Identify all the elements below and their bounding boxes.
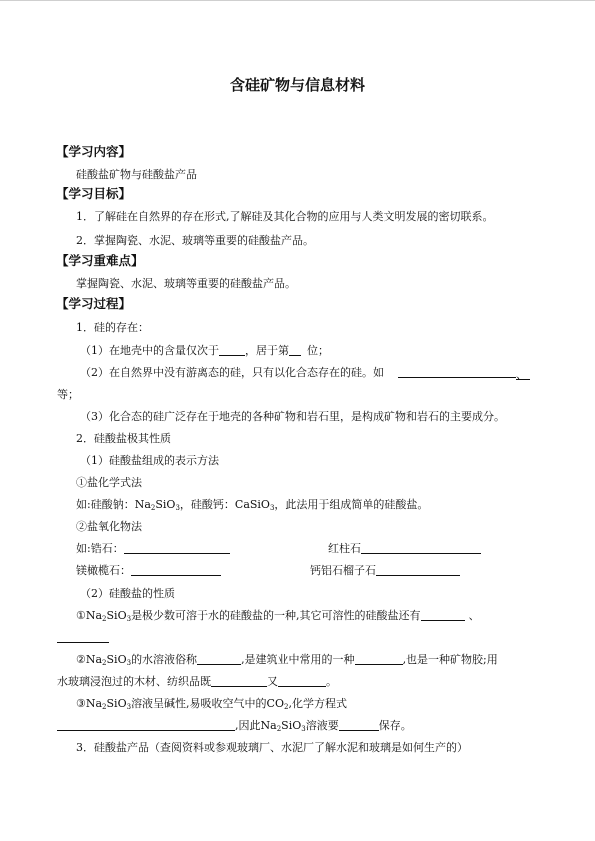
page-title: 含硅矿物与信息材料 bbox=[229, 76, 365, 94]
property-3-cont: ,因此$Na_2SiO_3$溶液要 保存。 bbox=[57, 719, 412, 733]
process-item-2: 2．硅酸盐极其性质 bbox=[76, 432, 171, 445]
blank bbox=[211, 675, 267, 687]
process-item-1: 1．硅的存在： bbox=[76, 321, 149, 334]
blank bbox=[376, 564, 460, 576]
property-2-cont: 水玻璃浸泡过的木材、纺织品既 又 。 bbox=[57, 675, 337, 688]
method-2-line-2: 镁橄榄石： bbox=[76, 564, 221, 578]
property-2: $②Na_2SiO_3$的水溶液俗称 ,是建筑业中常用的一种 ,也是一种矿物胶;用 bbox=[76, 653, 498, 667]
process-item-1-2: （2）在自然界中没有游离态的硅，只有以化合态存在的硅。如 、 bbox=[80, 366, 530, 380]
property-3: $③Na_2SiO_3$溶液呈碱性,易吸收空气中的$CO_2$,化学方程式 bbox=[76, 697, 347, 711]
process-item-2-2: （2）硅酸盐的性质 bbox=[80, 587, 175, 600]
process-item-3: 3．硅酸盐产品（查阅资料或参观玻璃厂、水泥厂了解水泥和玻璃是如何生产的） bbox=[76, 741, 468, 754]
blank bbox=[131, 564, 221, 576]
blank bbox=[421, 609, 465, 621]
blank bbox=[289, 344, 301, 356]
property-1-cont bbox=[57, 631, 109, 645]
process-item-1-3: （3）化合态的硅广泛存在于地壳的各种矿物和岩石里，是构成矿物和岩石的主要成分。 bbox=[80, 410, 505, 423]
blank bbox=[398, 366, 516, 378]
method-2-line-1b: 红柱石 bbox=[328, 542, 481, 556]
blank bbox=[57, 719, 235, 731]
goal-1: 1．了解硅在自然界的存在形式,了解硅及其化合物的应用与人类文明发展的密切联系。 bbox=[76, 210, 494, 223]
method-2: ②盐氧化物法 bbox=[76, 520, 142, 533]
blank bbox=[355, 653, 403, 665]
method-2-line-2b: 钙铝石榴子石 bbox=[310, 564, 460, 578]
blank bbox=[124, 542, 230, 554]
blank bbox=[361, 542, 481, 554]
heading-key-points: 【学习重难点】 bbox=[56, 253, 144, 268]
key-points-text: 掌握陶瓷、水泥、玻璃等重要的硅酸盐产品。 bbox=[76, 277, 296, 290]
goal-2: 2．掌握陶瓷、水泥、玻璃等重要的硅酸盐产品。 bbox=[76, 234, 314, 247]
process-item-2-1: （1）硅酸盐组成的表示方法 bbox=[80, 454, 219, 467]
heading-goals: 【学习目标】 bbox=[56, 186, 132, 201]
blank bbox=[278, 675, 326, 687]
blank bbox=[219, 344, 245, 356]
method-1-example: 如:硅酸钠：$Na_2SiO_3$，硅酸钙：CaSiO$_3$，此法用于组成简单的硅酸盐。 bbox=[76, 498, 429, 512]
blank bbox=[57, 631, 109, 643]
heading-content: 【学习内容】 bbox=[56, 144, 132, 159]
heading-process: 【学习过程】 bbox=[56, 296, 132, 311]
content-text: 硅酸盐矿物与硅酸盐产品 bbox=[76, 168, 197, 181]
property-1: $①Na_2SiO_3$是极少数可溶于水的硅酸盐的一种,其它可溶性的硅酸盐还有 、 bbox=[76, 609, 480, 623]
method-1: ①盐化学式法 bbox=[76, 476, 142, 489]
blank bbox=[197, 653, 241, 665]
process-item-1-1: （1）在地壳中的含量仅次于 ，居于第 位； bbox=[80, 344, 329, 357]
page-top-border bbox=[0, 0, 595, 1]
method-2-line-1: 如:锆石： bbox=[76, 542, 230, 556]
process-item-1-2-cont: 等； bbox=[57, 388, 79, 401]
blank bbox=[339, 719, 379, 731]
